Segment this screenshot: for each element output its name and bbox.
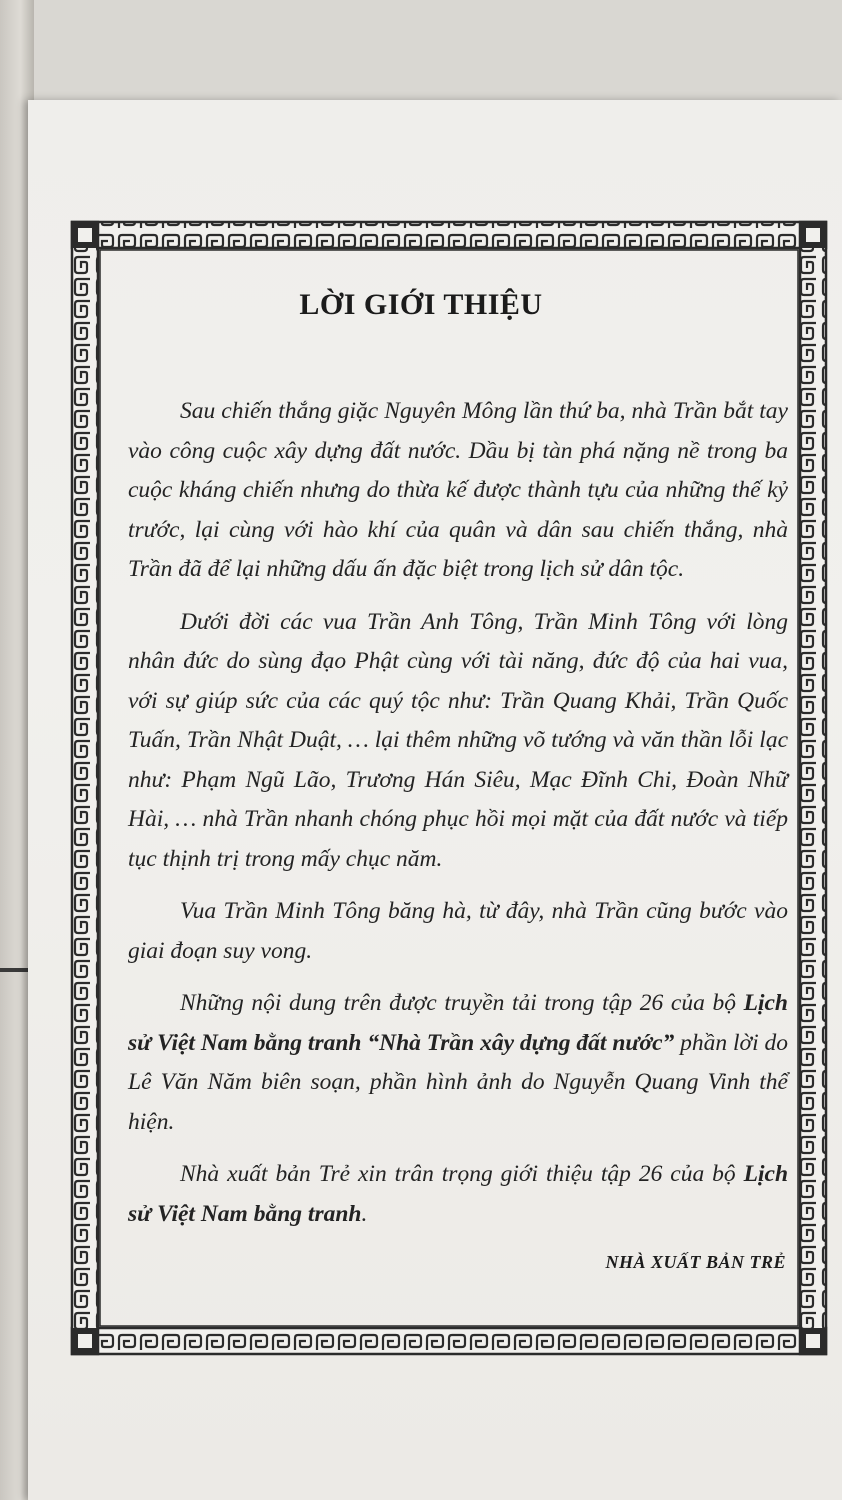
previous-page-mark xyxy=(0,968,30,972)
paragraph-4-text-b: phần lời do Lê Văn Năm biên soạn, phần hình ảnh do Nguyễn Quang Vinh thể hiện. xyxy=(128,1029,788,1135)
page-title: LỜI GIỚI THIỆU xyxy=(299,288,543,321)
paragraph-2-text: Dưới đời các vua Trần Anh Tông, Trần Minh Tông với lòng nhân đức do sùng đạo Phật cùng với tài năng, đức độ của hai vua, với sự giúp sức của các quý tộc như: Trần Quang Khải, Trần Quốc Tuấn, Trần Nhật Duật, … lại thêm những võ tướng và văn thần lỗi lạc như: Phạm Ngũ Lão, Trương Hán Siêu, Mạc Đĩnh Chi, Đoàn Nhữ Hài, … nhà Trần nhanh chóng phục hồi mọi mặt của đất nước và tiếp tục thịnh trị trong mấy chục năm. xyxy=(128,608,788,872)
series-name-bold: Lịch sử Việt Nam bằng tranh xyxy=(128,1161,789,1227)
publisher-signature: NHÀ XUẤT BẢN TRẺ xyxy=(605,1252,786,1272)
paragraph-4-text-a: Những nội dung trên được truyền tải trong tập 26 của bộ xyxy=(180,990,736,1016)
paragraph-5-end: . xyxy=(361,1200,368,1227)
intro-body xyxy=(128,392,788,1247)
paragraph-2 xyxy=(128,603,788,880)
paragraph-5-text: Nhà xuất bản Trẻ xin trân trọng giới thiệu tập 26 của bộ xyxy=(180,1161,736,1187)
paragraph-4 xyxy=(128,984,788,1142)
paragraph-3-text: Vua Trần Minh Tông băng hà, từ đây, nhà Trần cũng bước vào giai đoạn suy vong. xyxy=(128,898,788,964)
series-title-bold: Lịch sử Việt Nam bằng tranh “Nhà Trần xây dựng đất nước” xyxy=(128,990,788,1056)
paragraph-3 xyxy=(128,892,788,971)
paragraph-5 xyxy=(128,1155,788,1234)
paragraph-1-text: Sau chiến thắng giặc Nguyên Mông lần thứ ba, nhà Trần bắt tay vào công cuộc xây dựng đất nước. Dầu bị tàn phá nặng nề trong ba cuộc kháng chiến nhưng do thừa kế được thành tựu của những thế kỷ trước, lại cùng với hào khí của quân và dân sau chiến thắng, nhà Trần đã để lại những dấu ấn đặc biệt trong lịch sử dân tộc. xyxy=(128,398,788,582)
paragraph-1 xyxy=(128,392,788,590)
